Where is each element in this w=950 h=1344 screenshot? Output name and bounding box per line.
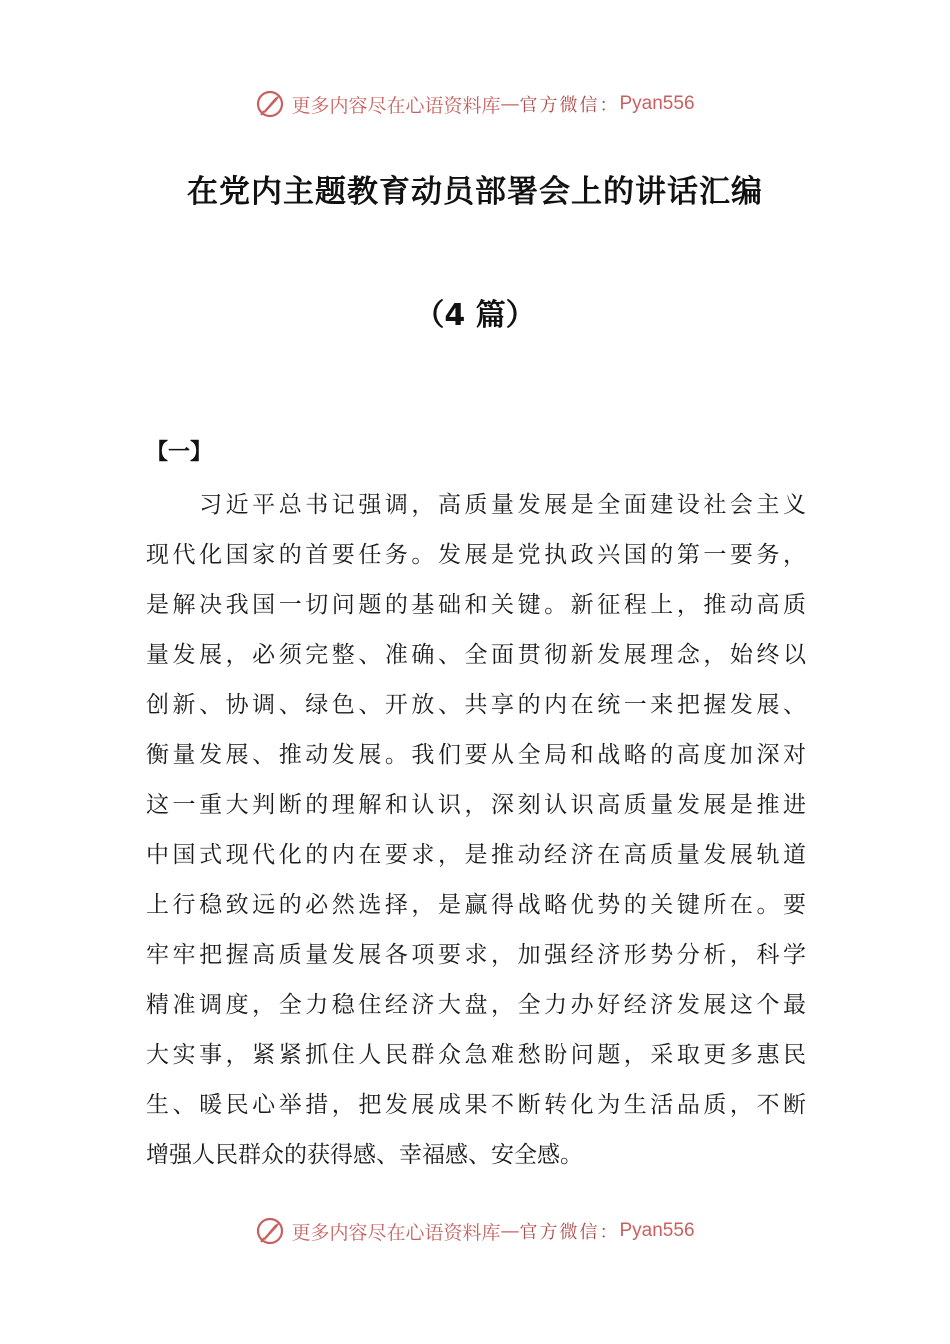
paragraph-line: 现代化国家的首要任务。发展是党执政兴国的第一要务， (146, 542, 806, 568)
header-watermark (0, 84, 950, 124)
pen-nib-logo-icon (255, 1215, 287, 1247)
footer-watermark (0, 1211, 950, 1251)
paragraph-line: 牢牢把握高质量发展各项要求，加强经济形势分析，科学 (146, 942, 806, 968)
pen-nib-logo-icon (255, 88, 287, 120)
watermark-wechat-label: 官方微信： (519, 95, 620, 116)
body-paragraph (146, 480, 806, 1180)
paragraph-line: 增强人民群众的获得感、幸福感、安全感。 (146, 1142, 583, 1168)
watermark-wechat-id: Pyan556 (619, 93, 695, 114)
paragraph-line: 上行稳致远的必然选择，是赢得战略优势的关键所在。要 (146, 892, 806, 918)
watermark-wechat-id: Pyan556 (619, 1220, 695, 1241)
watermark-library-text: 更多内容尽在心语资料库 (291, 94, 501, 117)
paragraph-line: 精准调度，全力稳住经济大盘，全力办好经济发展这个最 (146, 992, 806, 1018)
document-subtitle: （4 篇） (414, 298, 536, 333)
paragraph-line: 衡量发展、推动发展。我们要从全局和战略的高度加深对 (146, 742, 806, 768)
watermark-dash: — (500, 1220, 520, 1242)
paragraph-line: 这一重大判断的理解和认识，深刻认识高质量发展是推进 (146, 792, 806, 818)
paragraph-line: 量发展，必须完整、准确、全面贯彻新发展理念，始终以 (146, 642, 806, 668)
document-title: 在党内主题教育动员部署会上的讲话汇编 (187, 174, 763, 210)
section-label: 【一】 (146, 440, 213, 465)
paragraph-line: 中国式现代化的内在要求，是推动经济在高质量发展轨道 (146, 842, 806, 868)
paragraph-line: 生、暖民心举措，把发展成果不断转化为生活品质，不断 (146, 1092, 806, 1118)
watermark-dash: — (500, 93, 520, 115)
paragraph-line: 是解决我国一切问题的基础和关键。新征程上，推动高质 (146, 592, 806, 618)
paragraph-line: 创新、协调、绿色、开放、共享的内在统一来把握发展、 (146, 692, 806, 718)
watermark-wechat-label: 官方微信： (519, 1222, 620, 1243)
paragraph-line: 习近平总书记强调，高质量发展是全面建设社会主义 (146, 492, 806, 518)
paragraph-line: 大实事，紧紧抓住人民群众急难愁盼问题，采取更多惠民 (146, 1042, 806, 1068)
watermark-library-text: 更多内容尽在心语资料库 (291, 1221, 501, 1244)
